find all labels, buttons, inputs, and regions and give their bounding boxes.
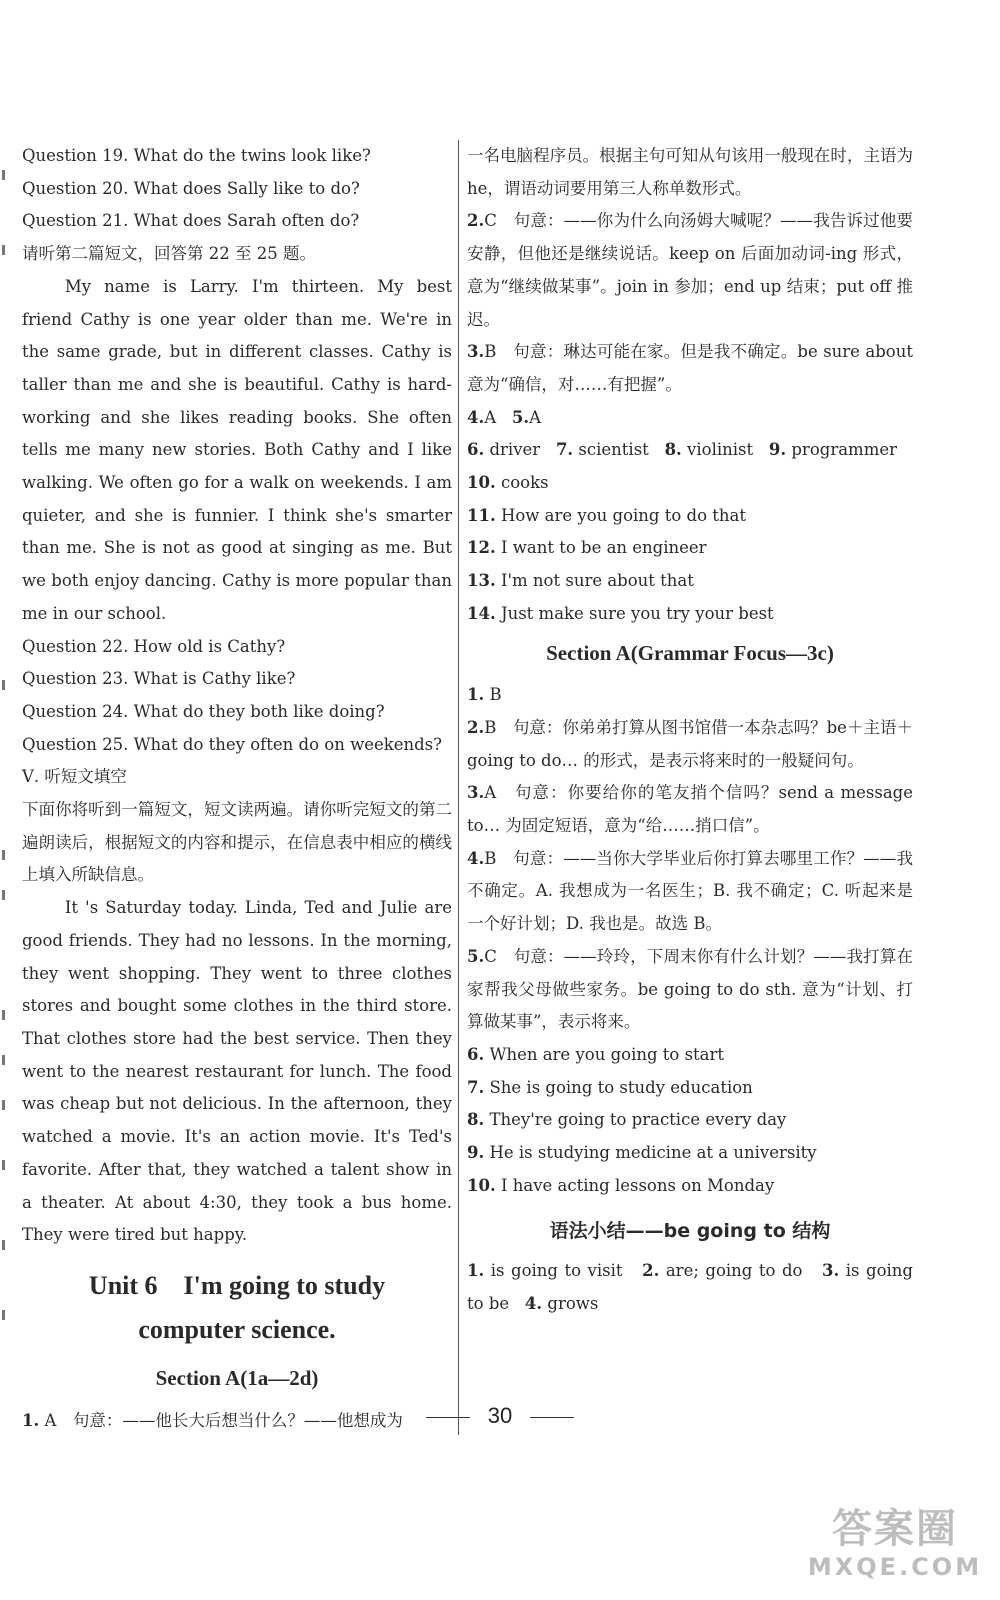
answer-text: B 句意：你弟弟打算从图书馆借一本杂志吗？be＋主语＋going to do… 的形式，是表示将来时的一般疑问句。 (467, 717, 913, 770)
section-heading-grammar-focus: Section A(Grammar Focus—3c) (546, 640, 834, 665)
answer-3 (467, 336, 913, 401)
answer-number: 2. (642, 1261, 660, 1281)
answer-number: 4. (467, 848, 485, 868)
answer-number: 14. (467, 603, 496, 623)
edge-mark (2, 680, 5, 690)
answer-number: 11. (467, 505, 496, 525)
answer-text: C 句意：——玲玲，下周末你有什么计划？——我打算在家帮我父母做些家务。be going to do sth. 意为“计划、打算做某事”，表示将来。 (467, 946, 913, 1032)
answer-text: is going to (467, 1261, 913, 1313)
answer-number: 4. (524, 1293, 543, 1313)
question-25: Question 25. What do they often do on weekends? (22, 734, 442, 754)
answer-number: 9. (467, 1143, 485, 1163)
site-watermark (800, 1505, 990, 1590)
edge-mark (2, 1240, 5, 1250)
answer-number: 2. (467, 717, 485, 737)
answer-text: She is going to study education (489, 1077, 753, 1097)
answers-4-5 (467, 402, 913, 435)
answer-12 (467, 532, 913, 565)
footer-rule-left (426, 1417, 470, 1418)
answer-number: 10. (467, 1175, 496, 1195)
answer-text: be (488, 1293, 510, 1313)
answer-10 (467, 467, 913, 500)
answer-number: 3. (822, 1261, 840, 1281)
answer-text: driver (489, 440, 541, 460)
answer-text: A 句意：——他长大后想当什么？——他想成为 (44, 1410, 403, 1430)
grammar-answer-3 (467, 777, 913, 842)
edge-mark (2, 245, 5, 255)
unit-title-line-1: Unit 6 I'm going to study (88, 1270, 386, 1300)
answer-text: I have acting lessons on Monday (500, 1175, 775, 1195)
answer-number: 8. (664, 440, 682, 460)
listening-instruction-2: 请听第二篇短文，回答第 22 至 25 题。 (22, 244, 316, 264)
grammar-answer-6 (467, 1039, 913, 1072)
watermark-logo-text: 答案圈 (832, 1506, 958, 1552)
answer-text: are; going to do (665, 1261, 803, 1281)
answer-13 (467, 565, 913, 598)
answer-text: How are you going to do that (500, 505, 747, 525)
answer-text: He is studying medicine at a university (489, 1143, 817, 1163)
answer-text: Just make sure you try your best (500, 603, 774, 623)
grammar-answer-5 (467, 941, 913, 1039)
answer-text: B 句意：琳达可能在家。但是我不确定。be sure about 意为“确信，对……有把握”。 (467, 342, 913, 394)
answer-text: They're going to practice every day (489, 1110, 787, 1130)
grammar-answer-7 (467, 1072, 913, 1105)
answer-text: I'm not sure about that (500, 571, 694, 591)
answer-text: B (489, 685, 502, 705)
answer-text: A 句意：你要给你的笔友捎个信吗？send a message to… 为固定短语，意为“给……捎口信”。 (467, 783, 913, 836)
edge-mark (2, 1100, 5, 1110)
answer-11 (467, 500, 913, 533)
answer-text: B 句意：——当你大学毕业后你打算去哪里工作？——我不确定。A. 我想成为一名医生；B. 我不确定；C. 听起来是一个好计划；D. 我也是。故选 B。 (467, 848, 913, 934)
answer-1-continued: 一名电脑程序员。根据主句可知从句该用一般现在时，主语为 he，谓语动词要用第三人称单数形式。 (467, 146, 913, 198)
question-20: Question 20. What does Sally like to do? (22, 178, 360, 198)
answer-number: 5. (511, 407, 530, 427)
passage-saturday: It 's Saturday today. Linda, Ted and Julie are good friends. They had no lessons. In the morning, they went shopping. They went to three clothes stores and bought some clothes in the third store. That clothes store had the best service. Then they went to the nearest restaurant for lunch. The food was cheap but not delicious. In the afternoon, they watched a movie. It's an action movie. It's Ted's favorite. After that, they watched a talent show in a theater. At about 4:30, they took a bus home. They were tired but happy. (22, 898, 452, 1245)
question-24: Question 24. What do they both like doing? (22, 701, 385, 721)
grammar-answer-4 (467, 843, 913, 941)
answer-number: 7. (555, 440, 574, 460)
answer-number: 6. (467, 1044, 485, 1064)
answer-number: 1. (467, 1261, 485, 1281)
answer-number: 3. (467, 783, 485, 803)
answer-number: 3. (467, 342, 485, 362)
answer-14 (467, 598, 913, 631)
part-5-instruction: 下面你将听到一篇短文，短文读两遍。请你听完短文的第二遍朗读后，根据短文的内容和提示，在信息表中相应的横线上填入所缺信息。 (22, 800, 452, 885)
answer-text: C 句意：——你为什么向汤姆大喊呢？——我告诉过他要安静，但他还是继续说话。keep on 后面加动词-ing 形式，意为“继续做某事”。join in 参加；end up 结束；put off 推迟。 (467, 211, 913, 329)
answer-2 (467, 205, 913, 336)
answer-number: 1. (22, 1410, 40, 1430)
answer-number: 6. (467, 440, 485, 460)
edge-mark (2, 1160, 5, 1170)
answer-text: is going to visit (490, 1261, 623, 1281)
footer-rule-right (530, 1417, 574, 1418)
edge-mark (2, 1055, 5, 1065)
question-19: Question 19. What do the twins look like? (22, 146, 371, 165)
answer-number: 1. (467, 685, 485, 705)
edge-marks (2, 150, 10, 1380)
grammar-answer-1 (467, 679, 913, 712)
answer-number: 9. (768, 440, 787, 460)
answer-text: A (484, 407, 497, 427)
answer-number: 5. (467, 946, 485, 966)
part-5-title: Ⅴ. 听短文填空 (22, 767, 127, 787)
section-heading-1a-2d: Section A(1a—2d) (155, 1365, 319, 1390)
grammar-summary-heading: 语法小结——be going to 结构 (549, 1219, 831, 1242)
unit-title-line-2: computer science. (138, 1314, 336, 1344)
answer-text: scientist (578, 440, 649, 460)
answer-text: A (529, 407, 542, 427)
answer-number: 8. (467, 1110, 485, 1130)
grammar-answer-8 (467, 1104, 913, 1137)
watermark-url: MXQE.COM (807, 1553, 983, 1581)
edge-mark (2, 850, 5, 860)
question-22: Question 22. How old is Cathy? (22, 636, 286, 656)
question-21: Question 21. What does Sarah often do? (22, 211, 360, 231)
edge-mark (2, 1010, 5, 1020)
answer-text: I want to be an engineer (500, 538, 707, 558)
answer-number: 4. (467, 407, 485, 427)
edge-mark (2, 890, 5, 900)
summary-answers (467, 1255, 913, 1320)
answer-text: grows (547, 1293, 599, 1313)
right-column (467, 140, 913, 1321)
left-column (22, 140, 452, 1437)
answer-text: violinist (687, 440, 754, 460)
passage-larry: My name is Larry. I'm thirteen. My best friend Cathy is one year older than me. We're in the same grade, but in different classes. Cathy is taller than me and she is beautiful. Cathy is hard-working and she likes reading books. She often tells me many new stories. Both Cathy and I like walking. We often go for a walk on weekends. I am quieter, and she is funnier. I think she's smarter than me. She is not as good at singing as me. But we both enjoy dancing. Cathy is more popular than me in our school. (22, 276, 452, 623)
question-23: Question 23. What is Cathy like? (22, 669, 296, 689)
grammar-answer-2 (467, 712, 913, 777)
answer-number: 10. (467, 473, 496, 493)
grammar-answer-9 (467, 1137, 913, 1170)
answer-text: programmer (791, 440, 897, 460)
page-number: 30 (487, 1403, 513, 1428)
answer-text: When are you going to start (489, 1044, 725, 1064)
answer-number: 12. (467, 538, 496, 558)
unit-title (22, 1264, 452, 1352)
column-divider (458, 140, 459, 1435)
edge-mark (2, 170, 5, 180)
answer-text: cooks (500, 473, 549, 493)
answers-6-9 (467, 434, 913, 467)
edge-mark (2, 1310, 5, 1320)
answer-number: 13. (467, 571, 496, 591)
page-footer (0, 1403, 1000, 1429)
grammar-answer-10 (467, 1170, 913, 1203)
answer-number: 7. (467, 1077, 485, 1097)
answer-number: 2. (467, 211, 485, 231)
